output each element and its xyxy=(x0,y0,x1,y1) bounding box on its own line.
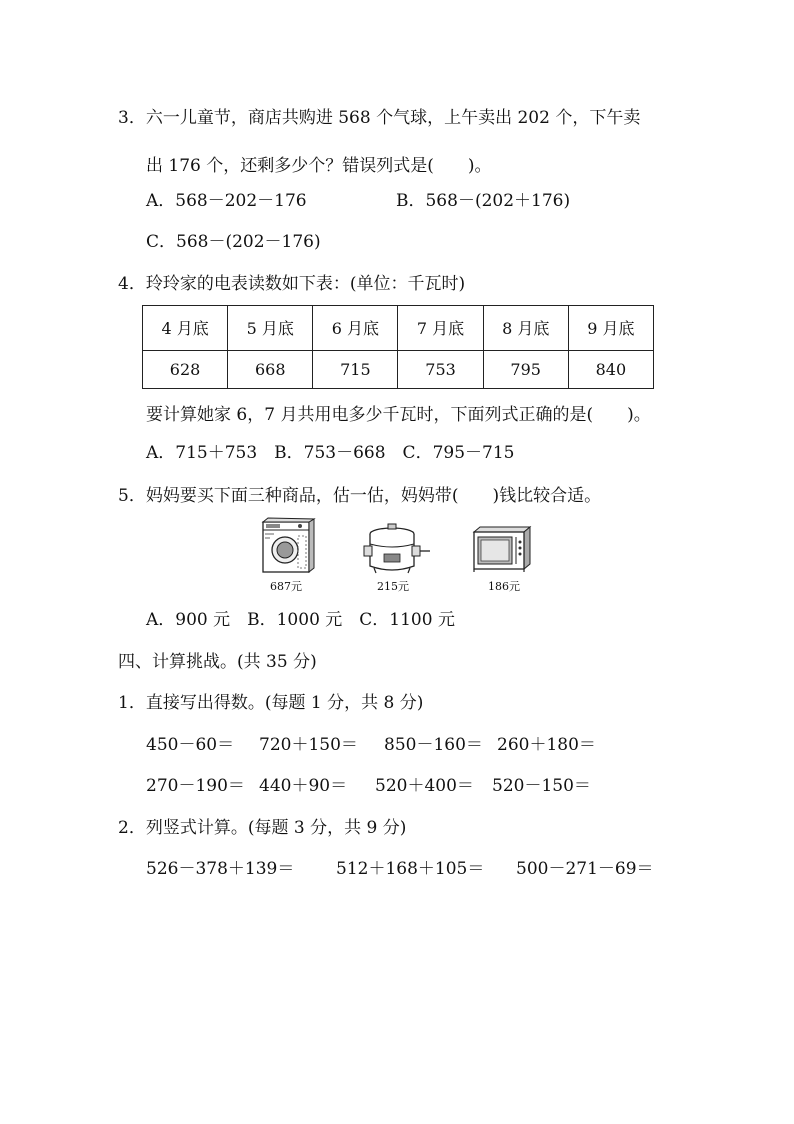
table-cell: 795 xyxy=(483,350,568,388)
math-expression: 512＋168＋105＝ xyxy=(336,859,485,879)
table-cell: 753 xyxy=(398,350,483,388)
table-cell: 628 xyxy=(143,350,228,388)
math-expression: 440＋90＝ xyxy=(259,776,348,796)
microwave-price: 186元 xyxy=(488,580,520,593)
math-expression: 526－378＋139＝ xyxy=(146,859,295,879)
math-expression: 520－150＝ xyxy=(492,776,591,796)
table-header-cell: 8 月底 xyxy=(483,306,568,351)
q5-options: A．900 元 B．1000 元 C．1100 元 xyxy=(146,610,455,630)
q3-option-b: B．568－(202＋176) xyxy=(396,191,571,211)
table-row xyxy=(143,350,654,388)
table-cell: 715 xyxy=(313,350,398,388)
q3-option-a: A．568－202－176 xyxy=(146,191,307,211)
q3-line2: 出 176 个，还剩多少个？错误列式是( )。 xyxy=(146,156,492,176)
q5-line1: 5．妈妈要买下面三种商品，估一估，妈妈带( )钱比较合适。 xyxy=(118,486,602,506)
math-expression: 500－271－69＝ xyxy=(516,859,654,879)
math-expression: 450－60＝ xyxy=(146,735,235,755)
table-header-cell: 9 月底 xyxy=(568,306,653,351)
meter-reading-table xyxy=(142,305,654,389)
q3-option-c: C．568－(202－176) xyxy=(146,232,321,252)
washing-machine-icon xyxy=(260,516,316,576)
table-cell: 668 xyxy=(228,350,313,388)
section4-part2-title: 2．列竖式计算。(每题 3 分，共 9 分) xyxy=(118,818,407,838)
table-header-cell: 6 月底 xyxy=(313,306,398,351)
q3-line1: 3．六一儿童节，商店共购进 568 个气球，上午卖出 202 个，下午卖 xyxy=(118,108,641,128)
section4-part1-title: 1．直接写出得数。(每题 1 分，共 8 分) xyxy=(118,693,424,713)
table-header-cell: 4 月底 xyxy=(143,306,228,351)
rice-cooker-price: 215元 xyxy=(377,580,409,593)
table-header-cell: 5 月底 xyxy=(228,306,313,351)
math-expression: 260＋180＝ xyxy=(497,735,596,755)
washing-machine-price: 687元 xyxy=(270,580,302,593)
math-expression: 520＋400＝ xyxy=(375,776,474,796)
math-expression: 270－190＝ xyxy=(146,776,245,796)
section4-title: 四、计算挑战。(共 35 分) xyxy=(118,652,317,672)
table-cell: 840 xyxy=(568,350,653,388)
table-header-row xyxy=(143,306,654,351)
q4-line2: 要计算她家 6，7 月共用电多少千瓦时，下面列式正确的是( )。 xyxy=(146,405,651,425)
rice-cooker-icon xyxy=(362,520,432,576)
q4-options: A．715＋753 B．753－668 C．795－715 xyxy=(146,443,515,463)
math-expression: 720＋150＝ xyxy=(259,735,358,755)
math-expression: 850－160＝ xyxy=(384,735,483,755)
microwave-icon xyxy=(470,524,532,574)
q4-line1: 4．玲玲家的电表读数如下表：(单位：千瓦时) xyxy=(118,274,466,294)
table-header-cell: 7 月底 xyxy=(398,306,483,351)
